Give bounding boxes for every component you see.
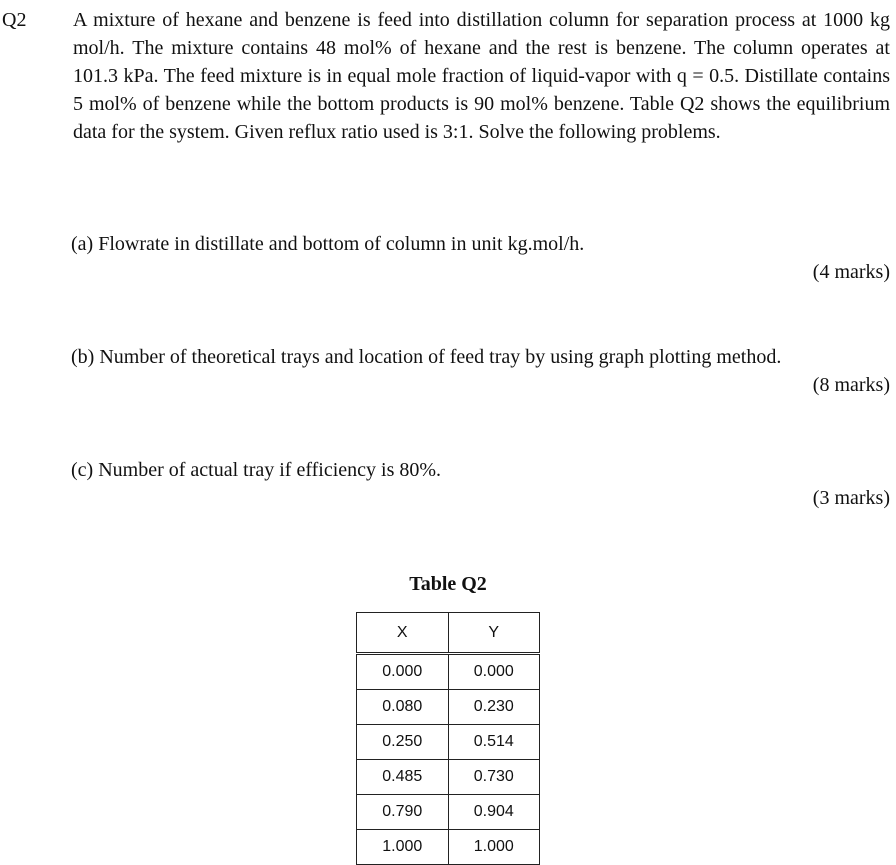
cell-x: 0.485 bbox=[357, 760, 449, 795]
part-c-marks: (3 marks) bbox=[812, 487, 890, 509]
table-row bbox=[357, 795, 540, 830]
cell-y: 0.904 bbox=[448, 795, 540, 830]
table-row bbox=[357, 690, 540, 725]
table-header-row bbox=[357, 613, 540, 654]
cell-y: 1.000 bbox=[448, 830, 540, 865]
cell-y: 0.730 bbox=[448, 760, 540, 795]
cell-x: 0.080 bbox=[357, 690, 449, 725]
question-number: Q2 bbox=[2, 9, 27, 31]
cell-x: 1.000 bbox=[357, 830, 449, 865]
table-row bbox=[357, 725, 540, 760]
cell-x: 0.250 bbox=[357, 725, 449, 760]
cell-y: 0.514 bbox=[448, 725, 540, 760]
table-title: Table Q2 bbox=[409, 573, 487, 595]
cell-x: 0.790 bbox=[357, 795, 449, 830]
table-row bbox=[357, 760, 540, 795]
column-header-x: X bbox=[357, 613, 449, 654]
part-b-text: (b) Number of theoretical trays and location of feed tray by using graph plotting method. bbox=[71, 346, 782, 368]
question-intro: A mixture of hexane and benzene is feed into distillation column for separation process at 1000 kg mol/h. The mixture contains 48 mol% of hexane and the rest is benzene. The column operates at 101.3 kPa. The feed mixture is in equal mole fraction of liquid-vapor with q = 0.5. Distillate contains 5 mol% of benzene while the bottom products is 90 mol% benzene. Table Q2 shows the equilibrium data for the system. Given reflux ratio used is 3:1. Solve the following problems. bbox=[73, 9, 890, 143]
part-a-marks: (4 marks) bbox=[812, 261, 890, 283]
equilibrium-table bbox=[356, 612, 540, 865]
cell-x: 0.000 bbox=[357, 654, 449, 690]
part-b-marks: (8 marks) bbox=[812, 374, 890, 396]
column-header-y: Y bbox=[448, 613, 540, 654]
part-a-text: (a) Flowrate in distillate and bottom of column in unit kg.mol/h. bbox=[71, 233, 585, 255]
cell-y: 0.230 bbox=[448, 690, 540, 725]
table-row bbox=[357, 654, 540, 690]
table-row bbox=[357, 830, 540, 865]
cell-y: 0.000 bbox=[448, 654, 540, 690]
part-c-text: (c) Number of actual tray if efficiency is 80%. bbox=[71, 459, 442, 481]
